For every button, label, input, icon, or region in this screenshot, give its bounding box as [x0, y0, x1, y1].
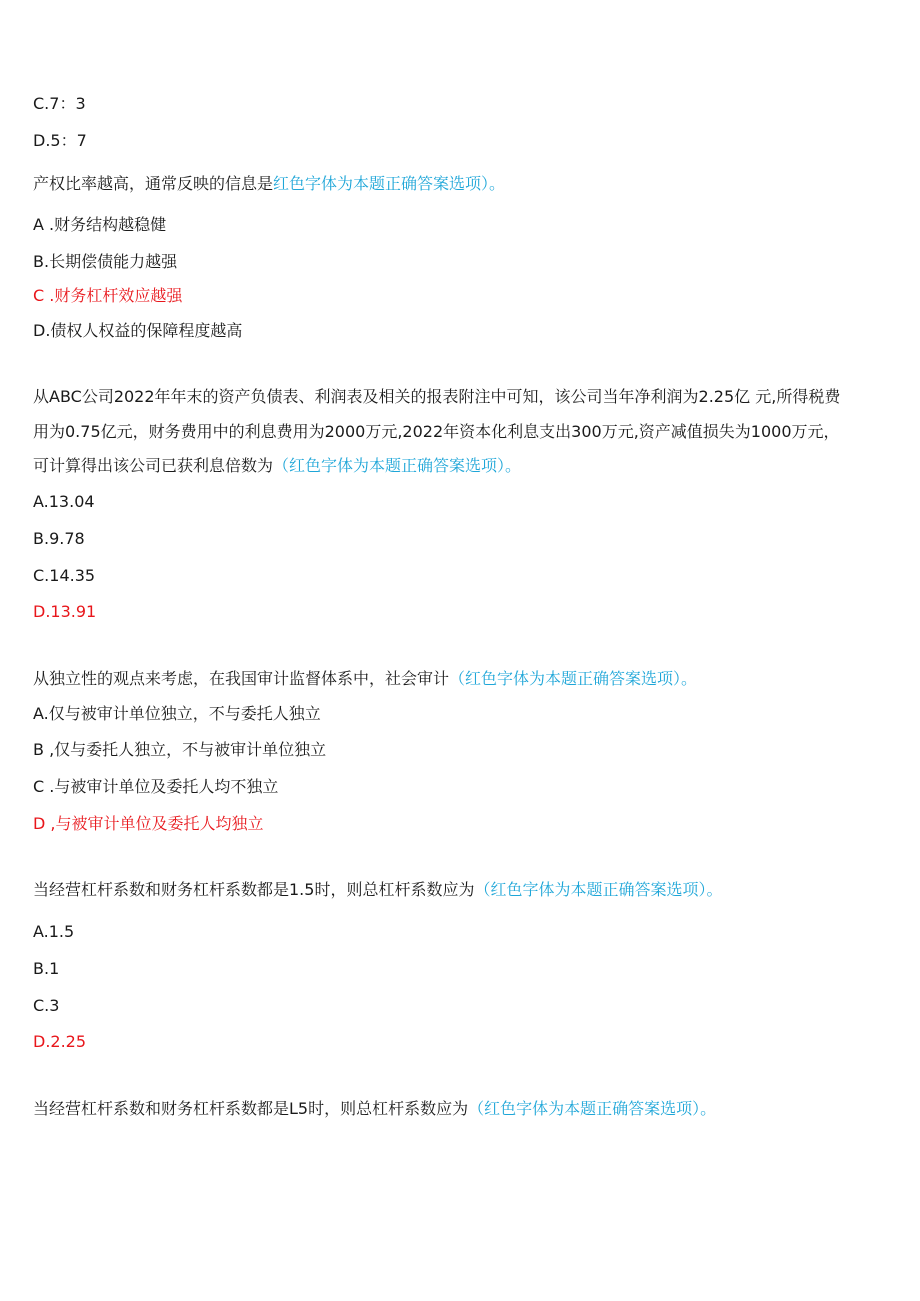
q2-option-d-correct: D.13.91 [33, 602, 97, 621]
answer-hint: （红色字体为本题正确答案选项）。 [474, 880, 723, 899]
question-1-text: 产权比率越高，通常反映的信息是 [33, 174, 274, 193]
question-1-stem [33, 174, 505, 194]
question-5-stem [33, 1099, 716, 1119]
answer-hint: （红色字体为本题正确答案选项）。 [449, 669, 698, 688]
q4-option-c: C.3 [33, 996, 60, 1015]
prev-option-d: D.5：7 [33, 131, 87, 150]
q1-option-c-correct: C .财务杠杆效应越强 [33, 286, 183, 305]
question-3-stem [33, 669, 697, 689]
q1-option-b: B.长期偿债能力越强 [33, 252, 178, 271]
q1-option-d: D.债权人权益的保障程度越高 [33, 321, 243, 340]
q3-option-d-correct: D ,与被审计单位及委托人均独立 [33, 814, 264, 833]
q2-option-a: A.13.04 [33, 492, 95, 511]
q3-option-c: C .与被审计单位及委托人均不独立 [33, 777, 279, 796]
q1-option-a: A .财务结构越稳健 [33, 215, 167, 234]
question-2-stem-line-1: 从ABC公司2022年年末的资产负债表、利润表及相关的报表附注中可知，该公司当年净利润为2.25亿 元,所得税费 [33, 387, 841, 406]
q4-option-a: A.1.5 [33, 922, 75, 941]
answer-hint: 红色字体为本题正确答案选项）。 [273, 174, 506, 193]
q2-option-b: B.9.78 [33, 529, 85, 548]
answer-hint: （红色字体为本题正确答案选项）。 [468, 1099, 717, 1118]
q3-option-a: A.仅与被审计单位独立，不与委托人独立 [33, 704, 321, 723]
question-3-text: 从独立性的观点来考虑，在我国审计监督体系中，社会审计 [33, 669, 450, 688]
q3-option-b: B ,仅与委托人独立，不与被审计单位独立 [33, 740, 327, 759]
question-2-text: 可计算得出该公司已获利息倍数为 [33, 456, 274, 475]
question-5-text: 当经营杠杆系数和财务杠杆系数都是L5时，则总杠杆系数应为 [33, 1099, 469, 1118]
q2-option-c: C.14.35 [33, 566, 96, 585]
q4-option-b: B.1 [33, 959, 60, 978]
question-2-stem-line-2: 用为0.75亿元，财务费用中的利息费用为2000万元,2022年资本化利息支出300万元,资产减值损失为1000万元， [33, 422, 840, 441]
answer-hint: （红色字体为本题正确答案选项）。 [273, 456, 522, 475]
question-4-text: 当经营杠杆系数和财务杠杆系数都是1.5时，则总杠杆系数应为 [33, 880, 475, 899]
q4-option-d-correct: D.2.25 [33, 1032, 87, 1051]
question-2-stem-line-3 [33, 456, 521, 476]
prev-option-c: C.7：3 [33, 94, 86, 113]
question-4-stem [33, 880, 722, 900]
